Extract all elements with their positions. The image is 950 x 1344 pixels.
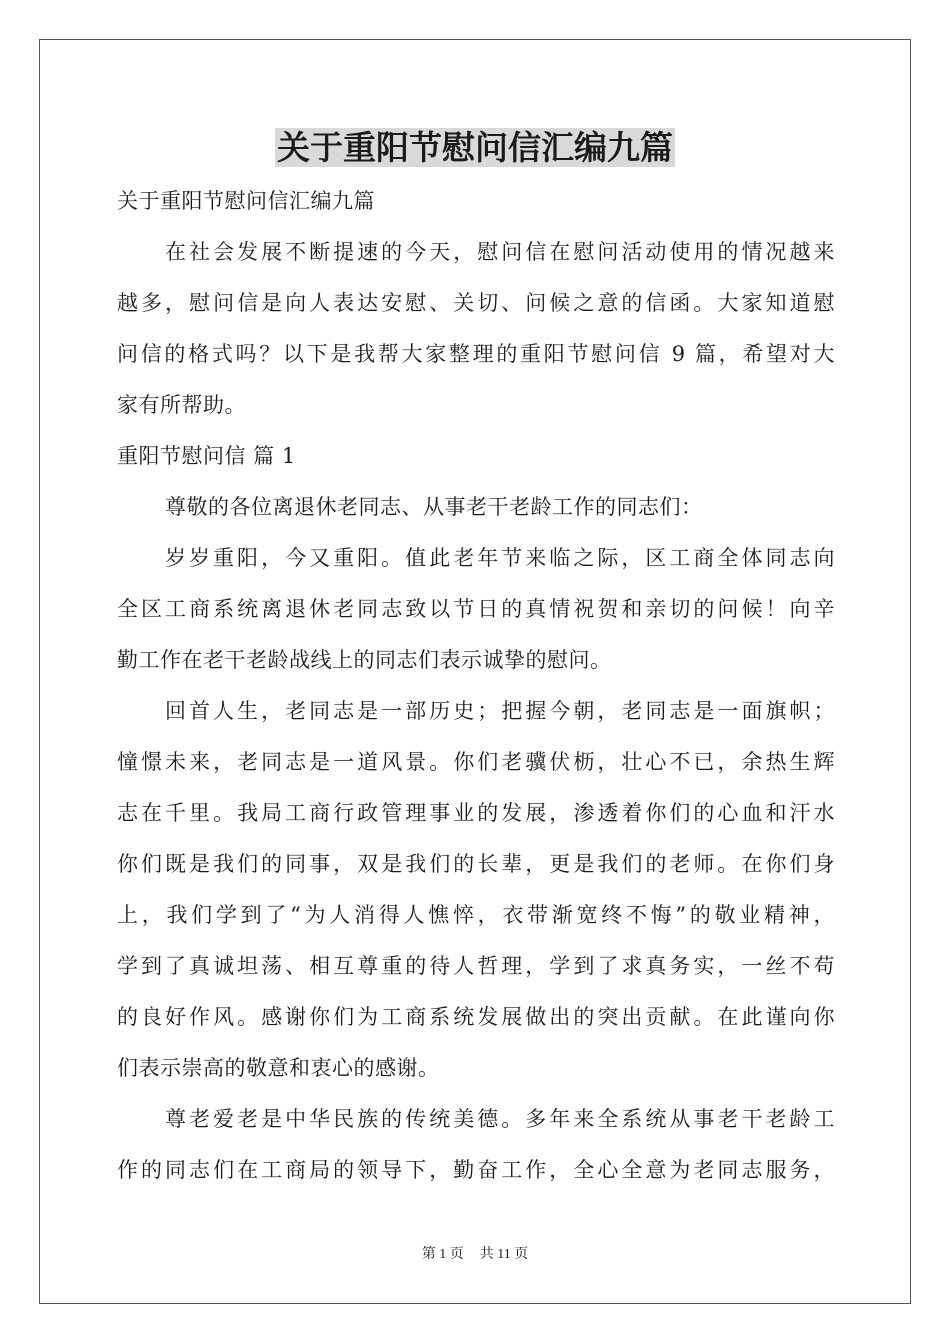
page-total: 共 11 页 [479, 1247, 529, 1262]
text-line: 在社会发展不断提速的今天，慰问信在慰问活动使用的情况越来 [165, 240, 835, 264]
text-line: 全区工商系统离退休老同志致以节日的真情祝贺和亲切的问候！向辛 [117, 597, 835, 621]
text-line: 的良好作风。感谢你们为工商系统发展做出的突出贡献。在此谨向你 [117, 1005, 835, 1029]
section-heading: 关于重阳节慰问信汇编九篇 [117, 189, 375, 213]
text-line: 尊老爱老是中华民族的传统美德。多年来全系统从事老干老龄工 [165, 1107, 835, 1131]
text-line: 问信的格式吗？以下是我帮大家整理的重阳节慰问信 9 篇，希望对大 [117, 342, 835, 366]
page-number: 第 1 页 [421, 1247, 464, 1262]
text-line: 憧憬未来，老同志是一道风景。你们老骥伏枥，壮心不已，余热生辉 [117, 750, 835, 774]
text-line: 学到了真诚坦荡、相互尊重的待人哲理，学到了求真务实，一丝不苟 [117, 954, 835, 978]
text-line: 作的同志们在工商局的领导下，勤奋工作，全心全意为老同志服务， [117, 1158, 835, 1182]
text-line: 岁岁重阳，今又重阳。值此老年节来临之际，区工商全体同志向 [165, 546, 835, 570]
text-line: 家有所帮助。 [117, 393, 246, 417]
page-footer [0, 1246, 950, 1264]
text-line: 越多，慰问信是向人表达安慰、关切、问候之意的信函。大家知道慰 [117, 291, 835, 315]
text-line: 你们既是我们的同事，双是我们的长辈，更是我们的老师。在你们身 [117, 852, 835, 876]
text-line: 们表示崇高的敬意和衷心的感谢。 [117, 1056, 440, 1080]
text-line: 尊敬的各位离退休老同志、从事老干老龄工作的同志们： [165, 495, 703, 519]
document-title [0, 126, 950, 170]
document-body [117, 176, 835, 1196]
document-title-text: 关于重阳节慰问信汇编九篇 [277, 128, 673, 167]
text-line: 回首人生，老同志是一部历史；把握今朝，老同志是一面旗帜； [165, 699, 835, 723]
text-line: 勤工作在老干老龄战线上的同志们表示诚挚的慰问。 [117, 648, 612, 672]
text-line: 志在千里。我局工商行政管理事业的发展，渗透着你们的心血和汗水 [117, 801, 835, 825]
text-line: 上，我们学到了“为人消得人憔悴，衣带渐宽终不悔”的敬业精神， [117, 903, 835, 927]
section-heading: 重阳节慰问信 篇 1 [117, 444, 296, 468]
